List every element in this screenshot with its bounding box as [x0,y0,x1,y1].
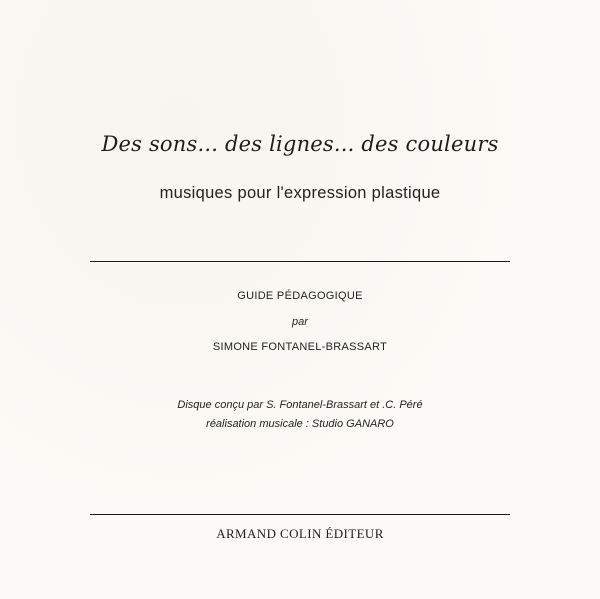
document-title: Des sons... des lignes... des couleurs [101,132,499,156]
guide-label: GUIDE PÉDAGOGIQUE [237,290,363,302]
top-divider [90,261,510,262]
bottom-divider [90,514,510,515]
by-label: par [292,316,308,328]
musical-realisation-credit: réalisation musicale : Studio GANARO [206,418,394,430]
publisher-name: ARMAND COLIN ÉDITEUR [216,526,384,541]
disc-credit: Disque conçu par S. Fontanel-Brassart et .C. Péré [177,399,423,411]
author-name: SIMONE FONTANEL-BRASSART [212,341,388,353]
document-subtitle: musiques pour l'expression plastique [159,184,441,202]
